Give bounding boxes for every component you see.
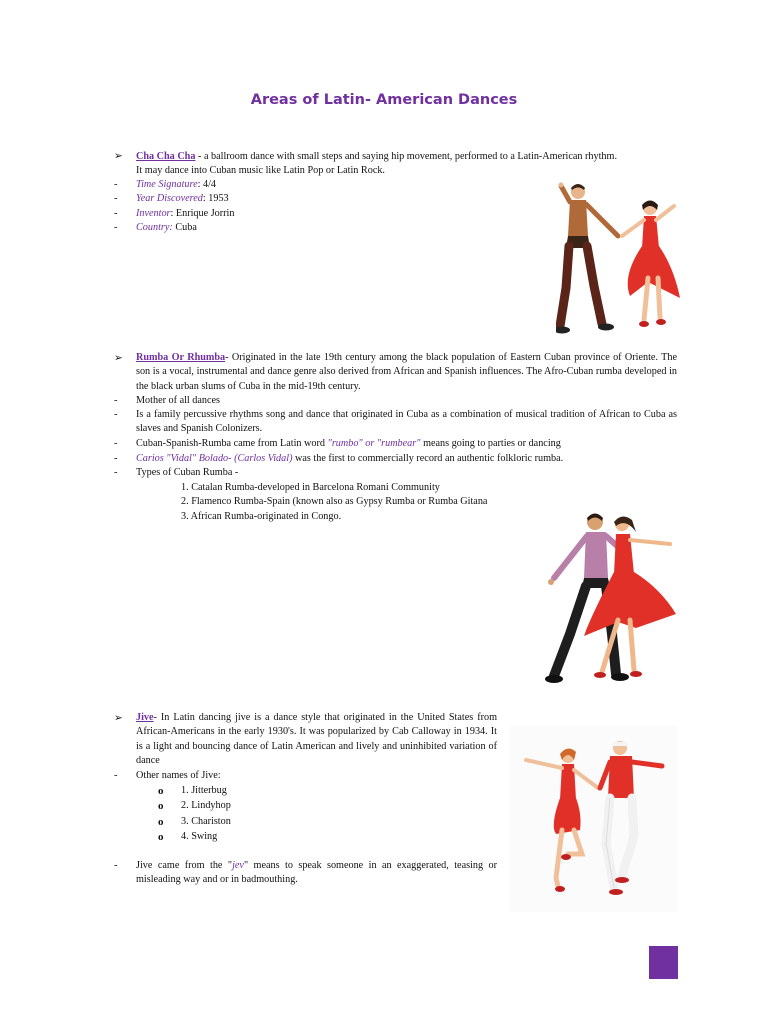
origin-word: jev	[232, 860, 244, 871]
record-text: was the first to commercially record an authentic folkloric rumba.	[292, 453, 564, 464]
cha-cha-cha-link[interactable]: Cha Cha Cha	[136, 151, 196, 162]
jive-name-item: 2. Lindyhop	[181, 800, 231, 811]
cha-fact-country	[136, 221, 197, 235]
origin-post: " means to speak someone in an exaggerated, teasing or misleading way and or in badmouthing.	[136, 860, 498, 886]
cha-desc-1: - a ballroom dance with small steps and saying hip movement, performed to a Latin-American rhythm.	[195, 151, 617, 162]
rumba-intro-paragraph	[136, 351, 677, 394]
rumba-dancers-image	[540, 508, 680, 686]
circle-bullet: o	[158, 785, 164, 797]
origin-post: means going to parties or dancing	[420, 438, 561, 449]
circle-bullet: o	[158, 800, 164, 812]
dash-bullet: -	[114, 193, 118, 204]
fact-label: Time Signature	[136, 179, 198, 190]
rumba-intro: - Originated in the late 19th century among the black population of Eastern Cuban province of Oriente. The son is a vocal, instrumental and dance genre also derived from African and Spanish influences. The Afro-Cuban rumba developed in the black urban slums of Cuba in the mid-19th century.	[136, 352, 677, 392]
fact-value: Cuba	[172, 222, 197, 233]
dash-bullet: -	[114, 453, 118, 464]
origin-pre: Cuban-Spanish-Rumba came from Latin word	[136, 438, 328, 449]
rumba-type-item: 3. African Rumba-originated in Congo.	[181, 511, 342, 522]
fact-value: : 1953	[202, 193, 229, 204]
rumba-mother-of-all: Mother of all dances	[136, 395, 221, 406]
rumba-origin-word	[136, 437, 561, 451]
dash-bullet: -	[114, 409, 118, 420]
jive-dancers-image	[510, 726, 678, 912]
rumba-type-item: 2. Flamenco Rumba-Spain (known also as Gypsy Rumba or Rumba Gitana	[181, 496, 488, 507]
dash-bullet: -	[114, 395, 118, 406]
arrow-bullet-icon: ➢	[114, 353, 123, 364]
cha-fact-time-signature	[136, 178, 216, 192]
dash-bullet: -	[114, 770, 118, 781]
rumba-type-item: 1. Catalan Rumba-developed in Barcelona Romani Community	[181, 482, 440, 493]
fact-label: Inventor	[136, 208, 171, 219]
person-name: Carios "Vidal" Bolado- (Carlos Vidal)	[136, 453, 293, 464]
dash-bullet: -	[114, 860, 118, 871]
cha-fact-year-discovered	[136, 192, 229, 206]
fact-label: Country:	[136, 222, 173, 233]
origin-pre: Jive came from the "	[136, 860, 233, 871]
dash-bullet: -	[114, 208, 118, 219]
cha-fact-inventor	[136, 207, 234, 221]
rumba-types-heading: Types of Cuban Rumba -	[136, 467, 239, 478]
rumba-or-rhumba-link[interactable]: Rumba Or Rhumba	[136, 352, 226, 363]
arrow-bullet-icon: ➢	[114, 151, 123, 162]
jive-other-names-heading: Other names of Jive:	[136, 770, 221, 781]
circle-bullet: o	[158, 831, 164, 843]
rumba-first-record	[136, 452, 563, 466]
dash-bullet: -	[114, 467, 118, 478]
dash-bullet: -	[114, 438, 118, 449]
page-title: Areas of Latin- American Dances	[250, 92, 518, 108]
cha-cha-dancers-image	[556, 178, 686, 338]
cha-desc-2: It may dance into Cuban music like Latin Pop or Latin Rock.	[136, 165, 385, 176]
page-corner-marker	[649, 946, 678, 979]
origin-word: "rumbo" or "rumbear"	[327, 438, 421, 449]
arrow-bullet-icon: ➢	[114, 713, 123, 724]
cha-line-1	[136, 150, 617, 164]
jive-intro-paragraph	[136, 711, 497, 768]
circle-bullet: o	[158, 816, 164, 828]
jive-link[interactable]: Jive	[136, 712, 154, 723]
rumba-family-rhythms: Is a family percussive rhythms song and dance that originated in Cuba as a combination of musical tradition of African to Cuba as slaves and Spanish Colonizers.	[136, 409, 677, 435]
jive-origin	[136, 859, 497, 888]
dash-bullet: -	[114, 179, 118, 190]
fact-value: : Enrique Jorrin	[170, 208, 235, 219]
jive-intro: - In Latin dancing jive is a dance style that originated in the United States from African-Americans in the early 1930's. It was popularized by Cab Calloway in 1934. It is a light and bouncing dance of Latin American and lively and uninhibited variation of dance	[136, 712, 497, 766]
fact-value: : 4/4	[197, 179, 217, 190]
dash-bullet: -	[114, 222, 118, 233]
jive-name-item: 1. Jitterbug	[181, 785, 227, 796]
jive-name-item: 4. Swing	[181, 831, 218, 842]
fact-label: Year Discovered	[136, 193, 203, 204]
jive-name-item: 3. Chariston	[181, 816, 231, 827]
